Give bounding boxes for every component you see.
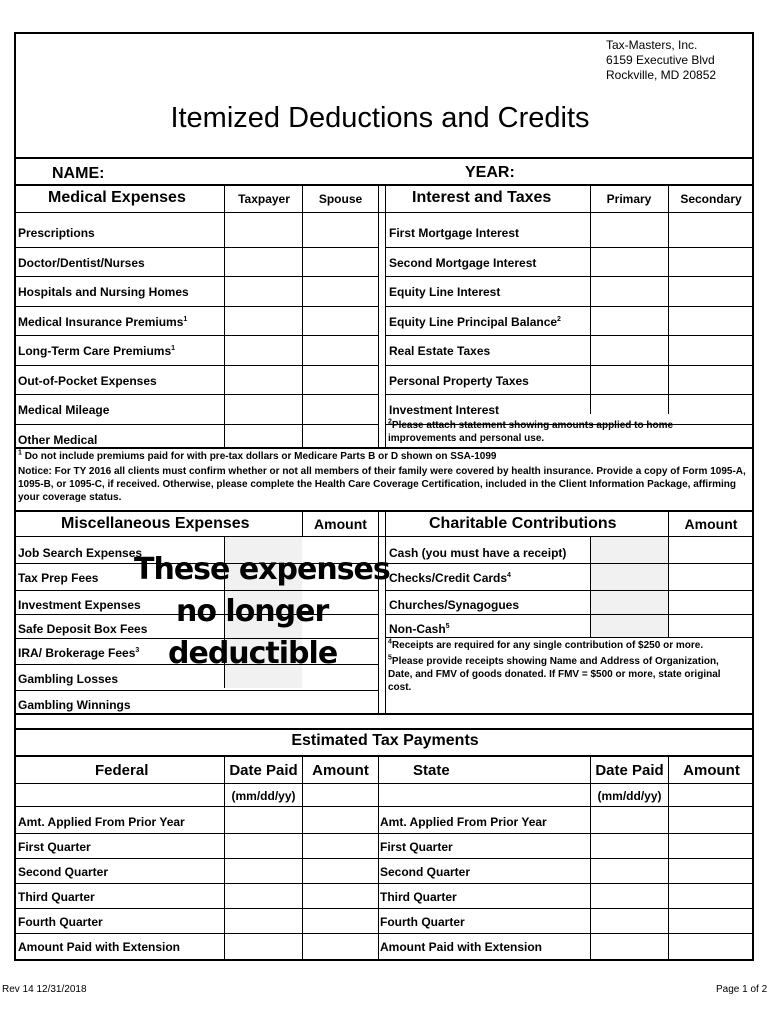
misc-row-label [18, 571, 98, 585]
divider [385, 510, 386, 714]
divider [378, 510, 379, 714]
medical-spouse-field[interactable] [303, 365, 378, 394]
spouse-col-header: Spouse [318, 192, 363, 206]
divider [14, 447, 754, 449]
divider [590, 537, 591, 637]
medical-spouse-field[interactable] [303, 306, 378, 335]
federal-date-field[interactable] [225, 858, 302, 882]
misc-row-label [18, 646, 139, 660]
interest-secondary-field[interactable] [669, 335, 754, 364]
misc-amount-col-header: Amount [314, 516, 367, 532]
interest-header: Interest and Taxes [412, 189, 552, 206]
misc-row-label [18, 622, 147, 636]
medical-taxpayer-field[interactable] [225, 306, 302, 335]
federal-row-label: Amt. Applied From Prior Year [18, 815, 185, 829]
federal-row-label: Third Quarter [18, 890, 95, 904]
federal-date-field[interactable] [225, 833, 302, 857]
misc-row-text: Gambling Winnings [18, 698, 131, 712]
medical-row-label [18, 433, 97, 447]
interest-primary-field[interactable] [591, 276, 668, 305]
footnote-2-text: Please attach statement showing amounts applied to home improvements and personal use. [388, 420, 674, 444]
charity-row-label [389, 622, 450, 636]
medical-spouse-field[interactable] [303, 394, 378, 423]
footnote-marker: 1 [171, 345, 176, 352]
divider [668, 510, 669, 537]
footnote-2-number: 2 [388, 418, 392, 426]
federal-amount-col-header: Amount [312, 762, 369, 779]
medical-spouse-field[interactable] [303, 335, 378, 364]
secondary-col-header: Secondary [680, 192, 742, 206]
misc-row-text: Gambling Losses [18, 672, 119, 686]
federal-date-field[interactable] [225, 933, 302, 957]
federal-amount-field[interactable] [303, 858, 378, 882]
medical-taxpayer-field[interactable] [225, 335, 302, 364]
federal-date-field[interactable] [225, 883, 302, 907]
state-row-label: Amount Paid with Extension [380, 940, 543, 954]
misc-row-text: IRA/ Brokerage Fees [18, 646, 136, 660]
medical-row-text: Prescriptions [18, 226, 95, 240]
state-row-label: Second Quarter [380, 865, 471, 879]
footnote-1-text: Do not include premiums paid for with pre-tax dollars or Medicare Parts B or D shown on SSA-1099 [24, 451, 497, 462]
interest-row-text: Real Estate Taxes [389, 344, 491, 358]
interest-primary-field[interactable] [591, 306, 668, 335]
state-date-field[interactable] [591, 858, 668, 882]
charity-shaded-area [591, 537, 668, 637]
footnote-5-number: 5 [388, 654, 392, 662]
state-col-header: State [413, 762, 450, 779]
divider [385, 637, 754, 638]
medical-row-label [18, 344, 175, 358]
footnote-5 [388, 655, 743, 694]
charity-row-text: Cash (you must have a receipt) [389, 546, 567, 560]
deprecated-stamp-line1: These expenses [134, 552, 390, 587]
state-amount-field[interactable] [669, 908, 754, 932]
charity-amount-field[interactable] [669, 538, 754, 562]
footnote-marker: 1 [183, 315, 188, 323]
interest-primary-field[interactable] [591, 335, 668, 364]
medical-header: Medical Expenses [48, 189, 186, 206]
medical-row-text: Other Medical [18, 432, 98, 447]
medical-row-text: Long-Term Care Premiums [18, 344, 172, 358]
state-date-col-header: Date Paid [595, 762, 664, 779]
state-row-label: First Quarter [380, 840, 453, 854]
interest-row-text: First Mortgage Interest [389, 226, 520, 240]
interest-secondary-field[interactable] [669, 365, 754, 394]
company-address-line1: 6159 Executive Blvd [606, 53, 715, 67]
divider [378, 184, 379, 448]
misc-row-label [18, 598, 141, 612]
medical-row-text: Hospitals and Nursing Homes [18, 285, 189, 299]
medical-row-label [18, 315, 187, 329]
interest-primary-field[interactable] [591, 247, 668, 276]
divider [385, 184, 386, 448]
divider [14, 184, 754, 186]
notice-text: Notice: For TY 2016 all clients must confirm whether or not all members of their family were covered by health insurance. Provide a copy of Form 1095-A, 1095-B, or 1095-C, if received. Otherwise, please complete the Health Care Coverage Certification, included in the Client Information Package, affirming your coverage status. [18, 466, 746, 503]
medical-row-label [18, 374, 157, 388]
deprecated-stamp-line2: no longer [176, 594, 329, 629]
federal-date-col-header: Date Paid [229, 762, 298, 779]
federal-amount-field[interactable] [303, 933, 378, 957]
interest-row-label [389, 403, 499, 417]
misc-row-label [18, 672, 118, 686]
company-name: Tax-Masters, Inc. [606, 38, 698, 52]
medical-taxpayer-field[interactable] [225, 365, 302, 394]
name-label: NAME: [52, 165, 105, 182]
footnote-1 [18, 450, 748, 463]
company-address [606, 38, 716, 83]
medical-taxpayer-field[interactable] [225, 247, 302, 276]
interest-secondary-field[interactable] [669, 306, 754, 335]
interest-row-text: Equity Line Principal Balance [389, 314, 558, 329]
charity-amount-field[interactable] [669, 590, 754, 613]
state-date-field[interactable] [591, 833, 668, 857]
interest-row-text: Personal Property Taxes [389, 373, 529, 388]
misc-amount-field[interactable] [303, 690, 378, 713]
misc-row-text: Investment Expenses [18, 598, 141, 612]
charity-row-label [389, 546, 566, 560]
federal-row-label: Fourth Quarter [18, 915, 103, 929]
interest-row-text: Investment Interest [389, 403, 500, 417]
interest-secondary-field[interactable] [669, 217, 754, 246]
divider [14, 510, 754, 512]
misc-row-label [18, 698, 131, 712]
interest-row-label [389, 226, 519, 240]
federal-date-field[interactable] [225, 908, 302, 932]
misc-row-text: Safe Deposit Box Fees [18, 622, 148, 636]
medical-row-text: Medical Mileage [18, 403, 110, 417]
state-date-field[interactable] [591, 908, 668, 932]
medical-spouse-field[interactable] [303, 424, 378, 453]
footnote-4-number: 4 [388, 638, 392, 646]
federal-date-format: (mm/dd/yy) [231, 789, 296, 803]
state-amount-field[interactable] [669, 883, 754, 907]
interest-row-text: Equity Line Interest [389, 285, 501, 299]
charity-row-label [389, 598, 519, 612]
state-date-field[interactable] [591, 883, 668, 907]
federal-col-header: Federal [95, 762, 149, 779]
interest-row-label [389, 315, 561, 329]
medical-taxpayer-field[interactable] [225, 394, 302, 423]
divider [302, 510, 303, 537]
footnote-marker: 3 [135, 647, 140, 654]
company-address-line2: Rockville, MD 20852 [606, 68, 717, 82]
charity-row-text: Churches/Synagogues [389, 598, 520, 612]
state-amount-field[interactable] [669, 858, 754, 882]
state-amount-field[interactable] [669, 833, 754, 857]
year-label: YEAR: [465, 164, 515, 181]
divider [14, 806, 754, 807]
misc-header: Miscellaneous Expenses [61, 515, 250, 532]
medical-taxpayer-field[interactable] [225, 424, 302, 453]
taxpayer-col-header: Taxpayer [238, 192, 290, 206]
medical-taxpayer-field[interactable] [225, 276, 302, 305]
interest-secondary-field[interactable] [669, 247, 754, 276]
charity-row-text: Checks/Credit Cards [389, 571, 508, 585]
page-number: Page 1 of 2 [716, 984, 768, 995]
federal-row-label: First Quarter [18, 840, 91, 854]
federal-amount-field[interactable] [303, 808, 378, 832]
primary-col-header: Primary [606, 192, 652, 206]
state-amount-field[interactable] [669, 808, 754, 832]
footnote-5-text: Please provide receipts showing Name and Address of Organization, Date, and FMV of goods donated. If FMV = $500 or more, state original cost. [388, 656, 721, 693]
interest-row-label [389, 285, 500, 299]
interest-row-label [389, 344, 490, 358]
misc-row-label [18, 546, 142, 560]
charity-row-label [389, 571, 511, 585]
federal-row-label: Amount Paid with Extension [18, 940, 181, 954]
federal-date-field[interactable] [225, 808, 302, 832]
interest-row-label [389, 374, 529, 388]
footnote-1-number: 1 [18, 449, 22, 457]
footnote-marker: 5 [445, 623, 450, 630]
state-row-label: Third Quarter [380, 890, 457, 904]
medical-row-label [18, 403, 109, 417]
state-amount-field[interactable] [669, 933, 754, 957]
interest-row-label [389, 256, 536, 270]
divider [668, 537, 669, 637]
divider [378, 755, 379, 959]
state-row-label: Fourth Quarter [380, 915, 465, 929]
state-date-field[interactable] [591, 933, 668, 957]
footnote-4 [388, 639, 748, 652]
divider [14, 157, 754, 159]
deprecated-stamp-line3: deductible [168, 636, 338, 671]
misc-row-text: Job Search Expenses [18, 546, 143, 560]
medical-row-label [18, 285, 189, 299]
charity-amount-field[interactable] [669, 614, 754, 636]
interest-primary-field[interactable] [591, 365, 668, 394]
divider [14, 783, 754, 784]
estimated-header: Estimated Tax Payments [291, 732, 479, 749]
charity-header: Charitable Contributions [429, 515, 617, 532]
interest-row-text: Second Mortgage Interest [389, 255, 537, 270]
divider [14, 212, 754, 213]
revision-label: Rev 14 12/31/2018 [2, 984, 87, 995]
federal-amount-field[interactable] [303, 883, 378, 907]
charity-amount-field[interactable] [669, 563, 754, 589]
state-row-label: Amt. Applied From Prior Year [380, 815, 547, 829]
medical-spouse-field[interactable] [303, 276, 378, 305]
medical-row-text: Doctor/Dentist/Nurses [18, 255, 145, 270]
medical-spouse-field[interactable] [303, 247, 378, 276]
federal-amount-field[interactable] [303, 833, 378, 857]
federal-row-label: Second Quarter [18, 865, 109, 879]
medical-row-label [18, 256, 145, 270]
interest-primary-field[interactable] [591, 217, 668, 246]
divider [14, 728, 754, 730]
page-title: Itemized Deductions and Credits [170, 102, 590, 134]
interest-secondary-field[interactable] [669, 276, 754, 305]
medical-spouse-field[interactable] [303, 217, 378, 246]
medical-row-label [18, 226, 95, 240]
footnote-marker: 2 [557, 315, 561, 323]
medical-taxpayer-field[interactable] [225, 217, 302, 246]
divider [14, 713, 754, 715]
footnote-marker: 4 [507, 572, 511, 579]
state-date-format: (mm/dd/yy) [597, 789, 662, 803]
charity-row-text: Non-Cash [389, 622, 446, 636]
footnote-2 [388, 419, 728, 445]
state-amount-col-header: Amount [683, 762, 740, 779]
charity-amount-col-header: Amount [684, 516, 738, 532]
misc-row-text: Tax Prep Fees [18, 571, 99, 585]
divider [14, 755, 754, 757]
footnote-4-text: Receipts are required for any single contribution of $250 or more. [391, 640, 704, 651]
medical-row-text: Medical Insurance Premiums [18, 314, 184, 329]
federal-amount-field[interactable] [303, 908, 378, 932]
medical-row-text: Out-of-Pocket Expenses [18, 373, 157, 388]
state-date-field[interactable] [591, 808, 668, 832]
